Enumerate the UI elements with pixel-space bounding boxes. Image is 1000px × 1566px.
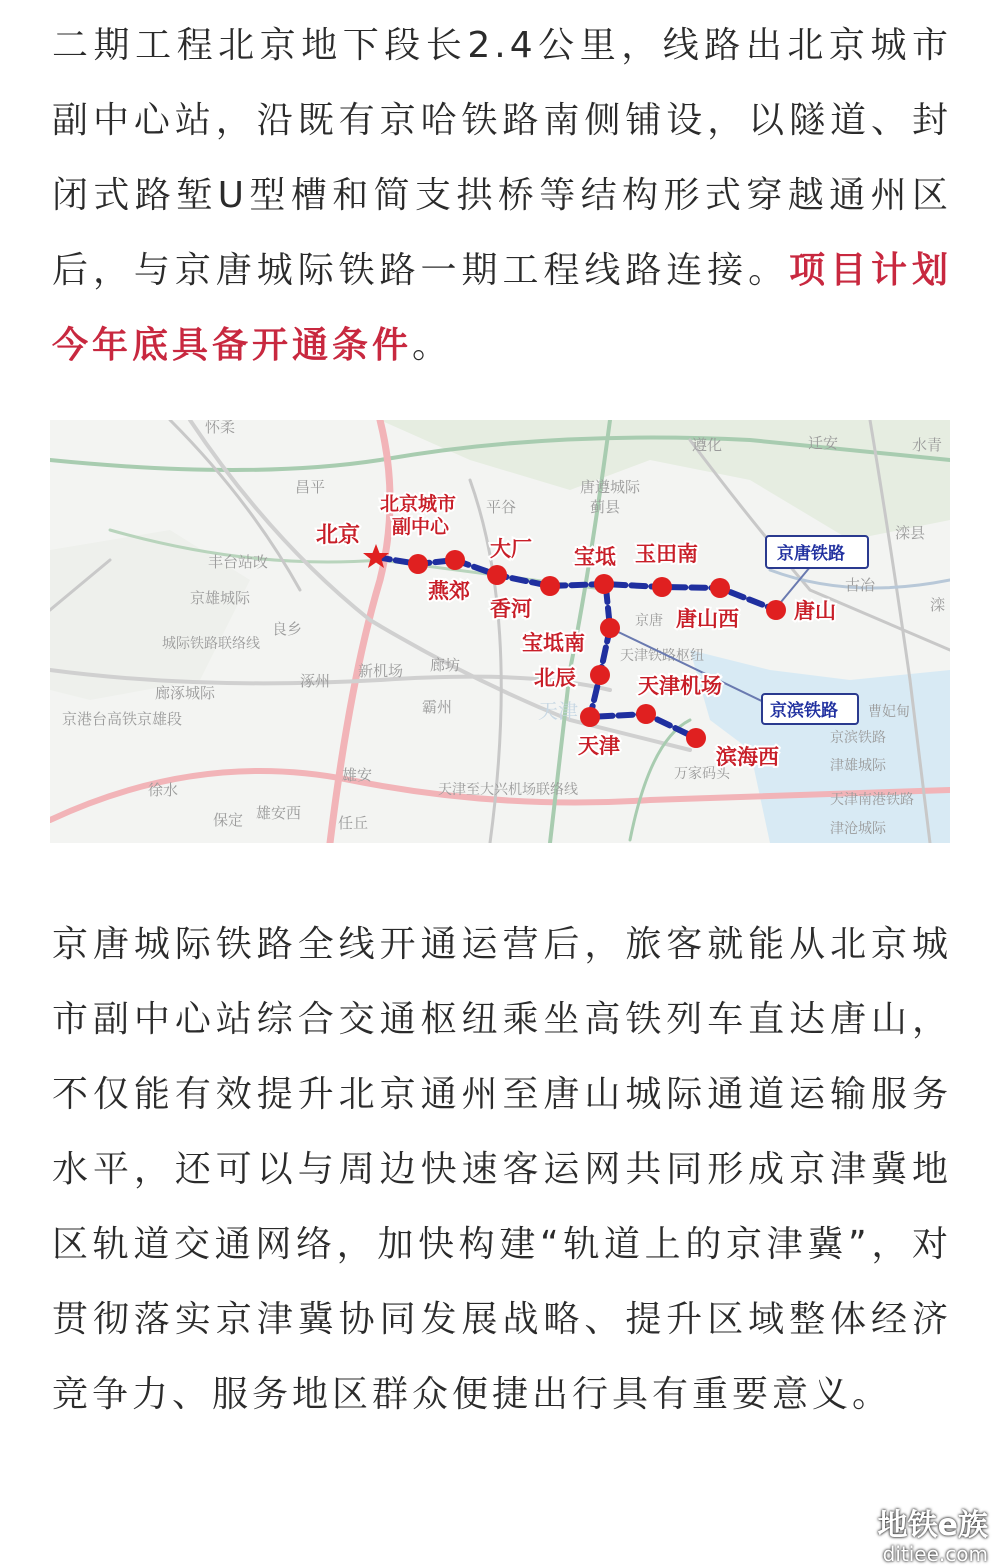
label-jinxiong: 津雄城际: [830, 758, 886, 774]
label-liangxiang: 良乡: [272, 620, 303, 638]
label-jingbin-bg: 京滨铁路: [830, 730, 886, 746]
station-yutiannan: [652, 577, 672, 597]
station-label-yutiannan: 玉田南: [635, 542, 698, 566]
station-tangshan: [766, 600, 786, 620]
label-xushui: 徐水: [148, 781, 179, 799]
paragraph-1-tail: 。: [412, 325, 453, 366]
jingbin-line-label: 京滨铁路: [770, 701, 838, 721]
station-label-tangshanxi: 唐山西: [676, 607, 739, 631]
watermark-title: 地铁e族: [877, 1508, 988, 1543]
label-zunhua: 遵化: [692, 436, 723, 454]
station-xianghe: [540, 576, 560, 596]
station-label-yanjiao: 燕郊: [428, 579, 470, 603]
label-luan: 滦: [930, 596, 946, 614]
label-jincang: 津沧城际: [830, 821, 886, 837]
station-beichen: [590, 665, 610, 685]
label-xionganxi: 雄安西: [256, 804, 302, 822]
station-tianjin: [580, 707, 600, 727]
watermark: [878, 1500, 988, 1566]
label-tianjin-hub: 天津铁路枢纽: [620, 648, 704, 664]
station-label-tianjinjichang: 天津机场: [638, 674, 722, 698]
label-luanxian: 滦县: [895, 524, 926, 542]
label-tangzun: 唐遵城际: [580, 478, 641, 496]
map-canvas: [50, 420, 950, 843]
label-pinggu: 平谷: [486, 498, 517, 516]
label-bazhou: 霸州: [422, 698, 453, 716]
highlight-text: 项目计划今年底具备开通条件: [52, 250, 952, 366]
station-label-beichen: 北辰: [534, 666, 576, 690]
label-langzhuo: 廊涿城际: [155, 684, 216, 702]
paragraph-1-text: 二期工程北京地下段长2.4公里，线路出北京城市副中心站，沿既有京哈铁路南侧铺设，以隧道、封闭式路堑U型槽和简支拱桥等结构形式穿越通州区后，与京唐城际铁路一期工程线路连接。: [52, 25, 952, 291]
label-lianluoxian: 城际铁路联络线: [162, 636, 260, 652]
label-langfang: 廊坊: [430, 656, 461, 674]
station-label-xianghe: 香河: [490, 597, 532, 621]
watermark-url: ditiee.com: [882, 1542, 988, 1566]
station-baodi: [594, 574, 614, 594]
label-jingtang-bg: 京唐: [635, 613, 663, 629]
label-nangang: 天津南港铁路: [830, 792, 914, 808]
label-xiongan: 雄安: [342, 766, 373, 784]
jingtang-line-label: 京唐铁路: [777, 544, 845, 564]
article-paragraph-1: [52, 8, 952, 383]
station-label-tangshan: 唐山: [794, 599, 836, 623]
label-changping: 昌平: [295, 478, 326, 496]
label-huairou: 怀柔: [205, 420, 236, 436]
label-xinjichang: 新机场: [358, 662, 404, 680]
station-tangshanxi: [710, 578, 730, 598]
station-label-tianjin: 天津: [578, 734, 620, 758]
station-binhaixi: [686, 728, 706, 748]
article-paragraph-2: [52, 907, 952, 1432]
label-caofeidian: 曹妃甸: [868, 704, 910, 720]
label-jixian: 蓟县: [590, 498, 621, 516]
label-daxing-link: 天津至大兴机场联络线: [438, 782, 578, 798]
station-label-baodinan: 宝坻南: [522, 631, 585, 655]
station-tianjinjichang: [636, 704, 656, 724]
label-shuiqing: 水青: [912, 436, 943, 454]
station-label-fuzhongxin-2: 副中心: [392, 516, 450, 538]
paragraph-2-text: 京唐城际铁路全线开通运营后，旅客就能从北京城市副中心站综合交通枢纽乘坐高铁列车直达唐山，不仅能有效提升北京通州至唐山城际通道运输服务水平，还可以与周边快速客运网共同形成京津冀地区轨道交通网络，加快构建“轨道上的京津冀”，对贯彻落实京津冀协同发展战略、提升区域整体经济竞争力、服务地区群众便捷出行具有重要意义。: [52, 924, 952, 1415]
railway-map: [50, 420, 950, 843]
label-wanjiamatou: 万家码头: [674, 766, 730, 782]
label-tianjin-bg: 天津: [538, 699, 578, 723]
label-qianan: 迁安: [808, 434, 839, 452]
label-jinggangtai: 京港台高铁京雄段: [62, 710, 183, 728]
station-label-binhaixi: 滨海西: [716, 745, 779, 769]
city-label-beijing: 北京: [316, 523, 361, 548]
station-yanjiao: [445, 550, 465, 570]
station-label-baodi: 宝坻: [574, 545, 616, 569]
station-label-fuzhongxin-1: 北京城市: [380, 493, 457, 515]
station-label-dachang: 大厂: [490, 537, 532, 561]
label-zhuozhou: 涿州: [300, 672, 331, 690]
label-fengtai: 丰台站改: [208, 553, 269, 571]
station-fuzhongxin: [408, 554, 428, 574]
station-dachang: [487, 565, 507, 585]
label-renqiu: 任丘: [338, 814, 369, 832]
station-baodinan: [600, 618, 620, 638]
label-guye: 古冶: [845, 576, 876, 594]
label-jingxiong: 京雄城际: [190, 589, 251, 607]
label-baoding: 保定: [213, 811, 244, 829]
